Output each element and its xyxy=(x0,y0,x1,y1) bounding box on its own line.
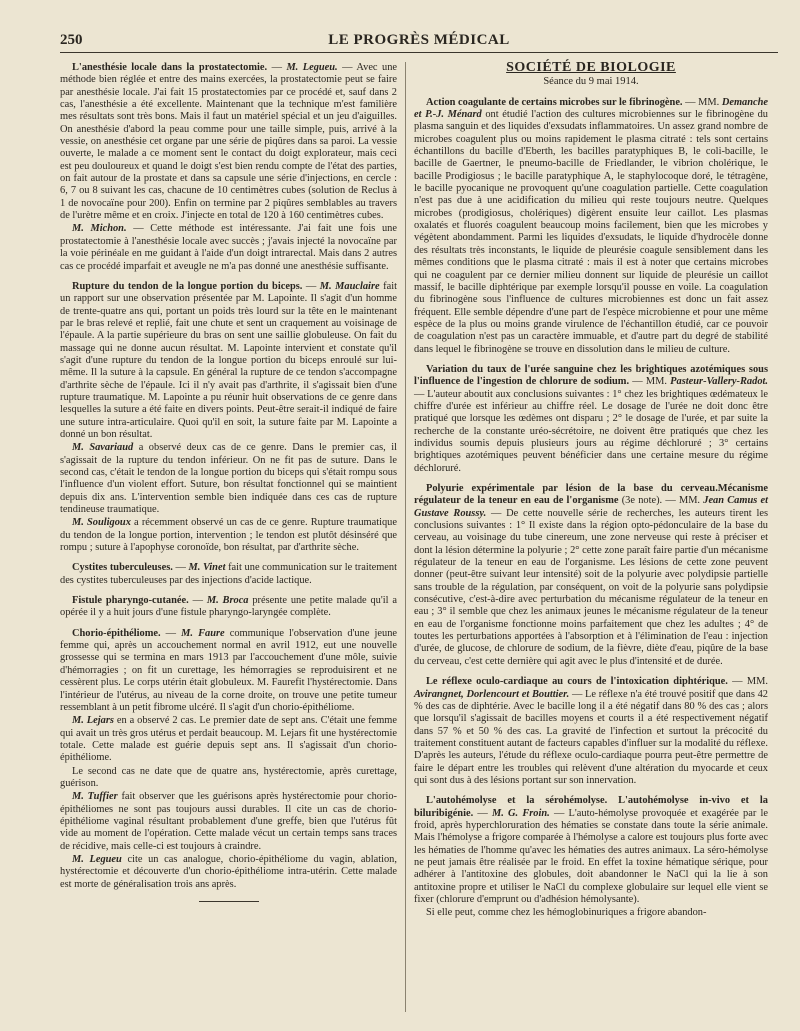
article-reflexe-oculo-cardiaque: Le réflexe oculo-cardiaque au cours de l'intoxication diphtérique. — MM. Avirangnet, Dorlencourt et Bouttier. — Le réflexe n'a été trouvé positif que dans 42 % des cas de diphtérie. Avec le bacille long il a été négatif dans 80 % des cas ; alors que lorsqu'il s'agissait de bacilles moyens et courts il a été respectivement négatif dans 57 % et 50 % des cas. La gravité de l'infection et surtout la précocité du traitement constituent autant de facteurs capables d'influer sur la modalité du réflexe. D'après les auteurs, l'étude du réflexe oculo-cardiaque pourra peut-être permettre de faire le départ entre les troubles qui relèvent d'une altération du myocarde et ceux qui sont dus à des lésions portant sur son innervation. xyxy=(414,676,768,786)
discussion-michon: M. Michon. — Cette méthode est intéressante. J'ai fait une fois une prostatectomie à l'anesthésie locale avec succès ; j'avais injecté la novocaïne par la voie périnéale en me guidant à l'aide d'un doigt intrarectal. Mais dans 2 autres cas ce procédé imparfait et aveugle ne m'a pas donné une anesthésie suffisante. xyxy=(60,223,397,272)
article-fistule: Fistule pharyngo-cutanée. — M. Broca présente une petite malade qu'il a opérée il y a huit jours d'une fistule pharyngo-laryngée complète. xyxy=(60,595,397,619)
discussion-second-cas: Le second cas ne date que de quatre ans, hystérectomie, après curettage, guérison. xyxy=(60,765,397,789)
seance-date: Séance du 9 mai 1914. xyxy=(543,76,639,88)
journal-title: LE PROGRÈS MÉDICAL xyxy=(328,32,510,48)
discussion-tuffier: M. Tuffier fait observer que les guérisons après hystérectomie pour chorio-épithéliomes ne sont pas toujours aussi durables. Il cite un cas de chorio-épithéliome vaginal résultant probablement d'une greffe, bien que l'utérus fût vide au moment de l'opération. Cette malade vécut un certain temps sans traces de récidive, mais celle-ci est toujours à craindre. xyxy=(60,791,398,852)
article-anesthesie: L'anesthésie locale dans la prostatectomie. — M. Legueu. — Avec une méthode bien réglée et entre des mains exercées, la prostatectomie peut se faire par anesthésie locale. J'ai fait 15 prostatectomies par ce procédé et, sauf dans 2 cas, l'anesthésie a été excellente. Maintenant que la technique m'est familière mes résultats sont très bons. Mais il faut un matériel spécial et un jeu d'aiguilles. On anesthésie d'abord la peau comme pour une taille simple, puis, arrivé à la vessie, on anesthésie cet organe par une série de piqûres dans sa paroi. La vessie ouverte, le malade a ce moment sent le contact du doigt explorateur, mais ceci est peu douloureux et quand le doigt s'est bien rendu compte de l'état des parties, on fait autour de la prostate et dans sa capsule une série d'injections, en cercle : 6, 7 ou 8 suivant les cas, chacune de 10 centimètres cubes (solution de Reclus à 1 de novocaïne pour 200). Enfin on termine par 2 piqûres semblables au travers de l'urètre même et en croix. J'injecte en total de 120 à 160 centimètres cubes. xyxy=(60,62,397,222)
article-uree-sanguine: Variation du taux de l'urée sanguine chez les brightiques azotémiques sous l'influence de l'ingestion de chlorure de sodium. — MM. Pasteur-Vallery-Radot. — L'auteur aboutit aux conclusions suivantes : 1° chez les brightiques œdémateux le chiffre d'urée est inférieur au chiffre réel. Le dosage de l'urée ne doit donc être pratiqué que lorsque les œdèmes ont disparu ; 2° le dosage de l'urée, et par suite la recherche de la constante uréo-sécrétoire, ne doivent être pratiqués que chez les individus soumis depuis plusieurs jours au régime déchloruré ; 3° certains brightiques azotémiques peuvent bénéficier dans une certaine mesure du régime déchloruré. xyxy=(414,363,768,474)
article-polyurie: Polyurie expérimentale par lésion de la base du cerveau.Mécanisme régulateur de la teneur en eau de l'organisme (3e note). — MM. Jean Camus et Gustave Roussy. — De cette nouvelle série de recherches, les auteurs tirent les conclusions suivantes : 1° Il existe dans la région opto-pédonculaire de la base du cerveau, au voisinage du tube cinereum, une zone nerveuse qui reste à préciser et dont la lésion détermine la polyurie ; 2° cette zone paraît faire partie d'un mécanisme régulateur de la teneur en eau de l'organisme. Les lésions de cette zone peuvent donner (peut-être suivant leur intensité) soit de la polyurie avec polydipsie partielle sans trouble de la régulation, par conséquent, on voit de la polyurie sans polydipsie consécutive, c'est-à-dire avec perturbation du mécanisme régulateur de la teneur en eau ; 3° il semble que chez les animaux jeunes le mécanisme régulateur de la teneur en eau de l'organisme fonctionne moins parfaitement que chez les adultes ; 4° de toutes les perturbations apportées à l'absorption et à l'élimination de l'eau : injection d'urée, de glucose, de chlorure de sodium, de la fièvre, diète d'eau, piqûre de la base du cerveau, c'est cette dernière qui agit avec le plus d'intensité et de durée. xyxy=(414,483,768,667)
article-autohemolyse-cont: Si elle peut, comme chez les hémoglobinuriques a frigore abandon- xyxy=(426,907,707,919)
article-action-coagulante: Action coagulante de certains microbes sur le fibrinogène. — MM. Demanche et P.-J. Ménard ont étudié l'action des cultures microbiennes sur le fibrinogène du plasma sanguin et des liquides d'exsudats inflammatoires. Un assez grand nombre de microbes coagulent plus ou moins rapidement le plasma citraté : tels sont certains échantillons du bacille d'Eberth, les bacilles paratyphiques B, le coli-bacille, le bacille de Gaertner, le pneumo-bacille de Friedlander, le vibrion cholérique, le bacille Prodigiosus ; le bacille paratyphique A, le staphylocoque doré, le tétragène, le bacille pyocanique ne provoquent qu'une coagulation partielle. Cette coagulation n'est pas due à une acidification du milieu qui reste toujours neutre. Quelques microbes (prodigiosus, cholériques) digèrent ensuite leur caillot. Les plasmas oxalatés et fluorés coagulent beaucoup moins facilement, bien que les microbes y végètent abondamment. Parmi les liquides d'exsudats, le liquide d'hydrocèle donne des résultats très inconstants, le liquide de pleurésie coagule sensiblement dans les mêmes conditions que le plasma citraté : mais il est à noter que certains microbes qui ne coagulent par ce dernier milieu donnent sur liquide de pleurésie un caillot massif, le bacille diphtérique par exemple lorsqu'il pousse en voile. La coagulation du fibrinogène sous l'influence de cultures microbiennes est donc un fait assez fréquent. Elle semble dépendre d'une part de l'espèce microbienne et pour une même espèce de la plus ou moins grande virulence de l'échantillon étudié, car ce pouvoir de coagulation n'est pas un caractère immuable, et d'autre part du degré de stabilité dans lequel le fibrinogène se trouve en dissolution dans le milieu de culture. xyxy=(414,96,769,355)
left-column xyxy=(60,62,397,902)
end-rule xyxy=(199,901,259,902)
article-autohemolyse: L'autohémolyse et la sérohémolyse. L'autohémolyse in-vivo et la biluribigénie. — M. G. Froin. — L'auto-hémolyse provoquée et exagérée par le froid, après hyperchloruration des hématies se constate dans toute la série animale. Mais l'hémolyse a frigore comparée à l'hémolyse a calore est toujours plus forte avec les hématies de l'homme qu'avec les hématies des autres animaux. La séro-hémolyse ne peut jamais être réalisée par le froid. En effet la toxine hématique sérique, pour adhérer à l'antitoxine des globules, doit abandonner le NaCl qui la lie à son antitoxine propre et utiliser le NaCl du complexe globulaire sur lequel elle vient se fixer (chlorure d'emprunt ou d'adhésion hémolysante). xyxy=(414,795,768,905)
right-column xyxy=(414,62,768,921)
column-divider xyxy=(405,62,406,1012)
article-rupture-tendon: Rupture du tendon de la longue portion du biceps. — M. Mauclaire fait un rapport sur une observation présentée par M. Lapointe. Il s'agit d'un homme de trente-quatre ans qui, portant un poids très lourd sur la tête en le maintenant par le bras relevé et replié, fait une chute et sent un craquement au voisinage de l'épaule. A la partie supérieure du bras on sent une saillie globuleuse. On fait du massage qui ne donne aucun résultat. M. Lapointe intervient et constate qu'il s'agit d'une rupture du tendon de la longue portion du biceps enroulé sur lui-même. Il la suture à la capsule. En général la rupture de ce tendon s'accompagne d'arthrite sèche de l'épaule. Ici il n'y avait pas d'arthrite, il s'agissait bien d'une rupture traumatique. M. Lapointe a pu réunir huit observations de ce genre dans lesquelles la suture a été faite en divers points. Peut-être serait-il indiqué de faire une suture intra-articulaire. Quoi qu'il en soit, la suture faite par M. Lapointe a donné un bon résultat. xyxy=(60,280,397,440)
discussion-lejars: M. Lejars en a observé 2 cas. Le premier date de sept ans. C'était une femme qui avait un très gros utérus et perdait beaucoup. M. Lejars fit une hystérectomie totale. Cette malade est guérie depuis sept ans. Il s'agissait d'un chorio-épithéliome. xyxy=(60,715,397,764)
discussion-legueu: M. Legueu cite un cas analogue, chorio-épithéliome du vagin, ablation, hystérectomie et découverte d'un chorio-épithéliome intra-utérin. Cette malade est morte de généralisation trois ans après. xyxy=(60,853,397,890)
discussion-savariaud: M. Savariaud a observé deux cas de ce genre. Dans le premier cas, il s'agissait de la rupture du tendon inférieur. On ne fit pas de suture. Dans le second cas, c'était le tendon de la longue portion du biceps qui s'était rompu sous l'influence d'un violent effort. Suture, bon résultat fonctionnel qui se maintient depuis dix ans. L'intervention semble bien indiquée dans ces cas de rupture tendineuse traumatique. xyxy=(60,442,397,516)
discussion-souligoux: M. Souligoux a récemment observé un cas de ce genre. Rupture traumatique du tendon de la longue portion, intervention ; le tendon est plutôt désinséré que rompu ; suture à l'apophyse coronoïde, bon résultat, par d'arthrite sèche. xyxy=(60,517,397,554)
article-cystites: Cystites tuberculeuses. — M. Vinet fait une communication sur le traitement des cystites tuberculeuses par des injections d'acide lactique. xyxy=(60,562,397,586)
society-heading: SOCIÉTÉ DE BIOLOGIE xyxy=(506,60,676,75)
page-number: 250 xyxy=(60,32,83,48)
article-chorio-epitheliome: Chorio-épithéliome. — M. Faure communique l'observation d'une jeune femme qui, après un accouchement normal en avril 1912, eut une nouvelle grossesse qui se termina en mars 1913 par l'accouchement d'une môle, suivie d'hémorragies ; on fit un curettage, les hémorragies se reproduisirent et ne cessèrent plus. Le corps utérin était globuleux. M. Faurefit l'hystérectomie. Dans l'intérieur de l'utérus, au niveau de la corne droite, on trouve une petite tumeur ressemblant à un petit fibrome ulcéré. Il s'agit d'un chorio-épithéliome. xyxy=(60,627,398,713)
page-header xyxy=(60,30,778,53)
